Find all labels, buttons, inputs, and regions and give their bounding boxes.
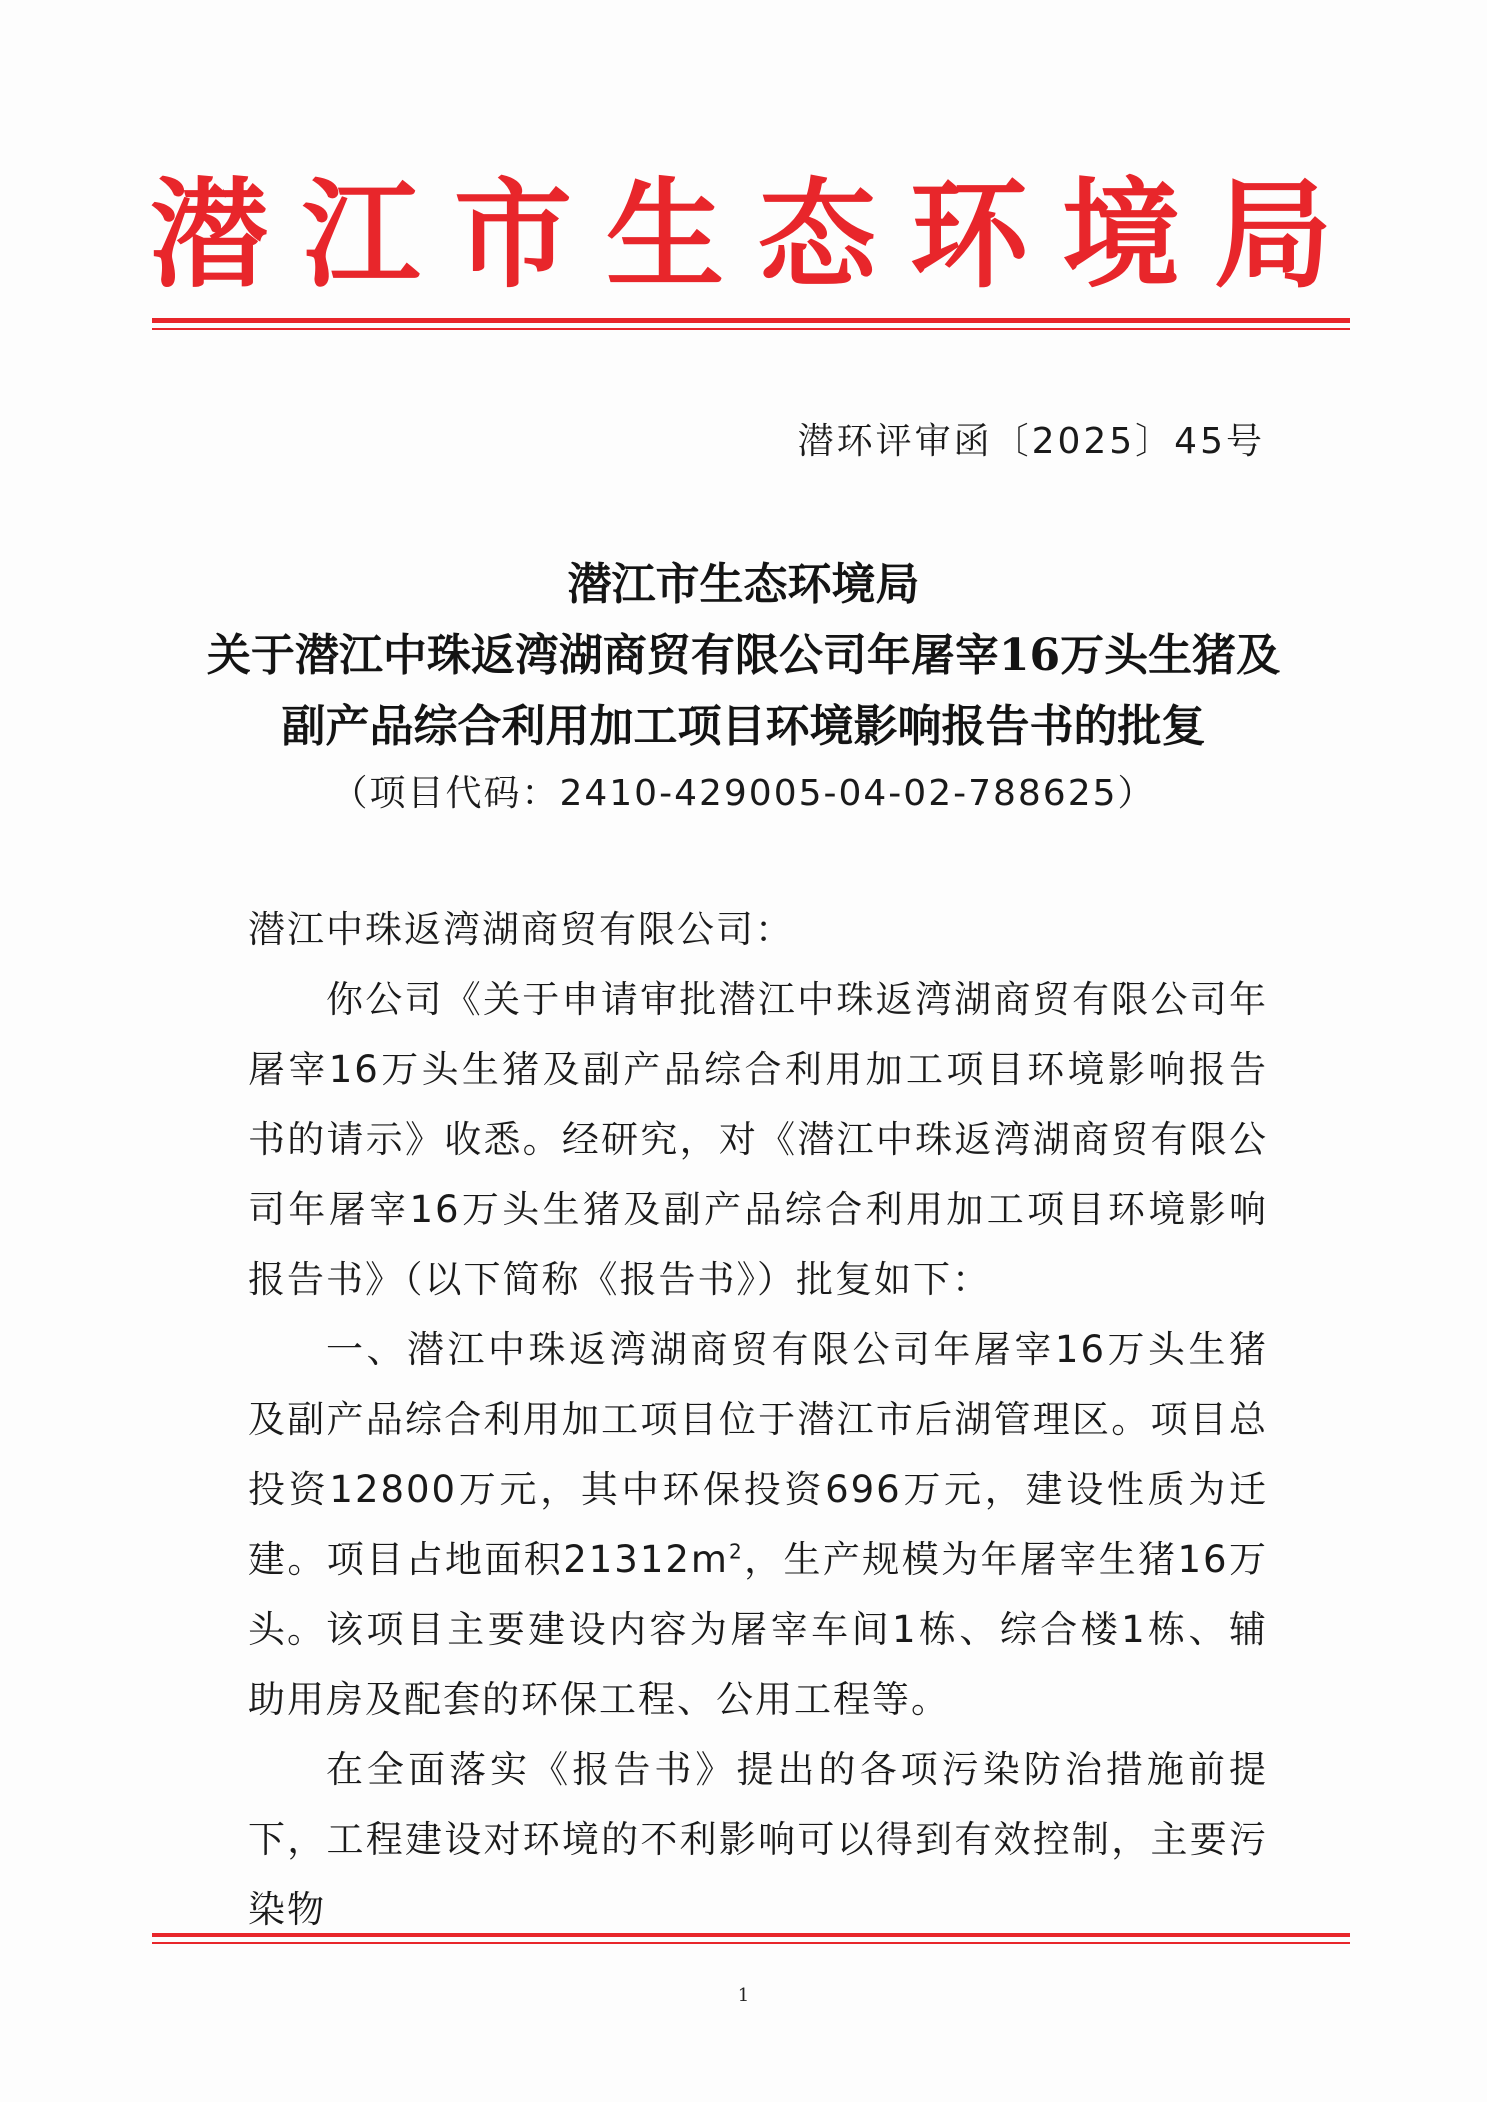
project-code: （项目代码：2410-429005-04-02-788625） xyxy=(331,773,1156,814)
letterhead-rule-thick xyxy=(152,318,1350,323)
paragraph-construction-content: 该项目主要建设内容为屠宰车间1栋、综合楼1栋、辅助用房及配套的环保工程、公用工程等。 xyxy=(248,1608,1268,1721)
page-number: 1 xyxy=(737,1985,750,2006)
title-line-2: 关于潜江中珠返湾湖商贸有限公司年屠宰16万头生猪及 xyxy=(206,630,1281,681)
title-line-3: 副产品综合利用加工项目环境影响报告书的批复 xyxy=(281,701,1206,752)
title-line-1: 潜江市生态环境局 xyxy=(567,559,920,610)
area-unit-superscript: 2 xyxy=(728,1539,744,1564)
paragraph-project-overview-text: 一、潜江中珠返湾湖商贸有限公司年屠宰16万头生猪及副产品综合利用加工项目位于潜江市后湖管理区。项目总投资12800万元，其中环保投资696万元，建设性质为迁建。项目占地面积21312m xyxy=(248,1328,1268,1581)
footer-rule-thin xyxy=(152,1942,1350,1944)
letterhead-title: 潜江市生态环境局 xyxy=(150,165,1367,304)
paragraph-project-overview-tail: ，生产规模为年屠宰生猪16万头。 xyxy=(248,1538,1268,1651)
footer-rule-thick xyxy=(152,1933,1350,1937)
salutation: 潜江中珠返湾湖商贸有限公司： xyxy=(248,908,794,951)
document-number: 潜环评审函〔2025〕45号 xyxy=(797,421,1265,462)
paragraph-pollution-control: 在全面落实《报告书》提出的各项污染防治措施前提下，工程建设对环境的不利影响可以得到有效控制，主要污染物 xyxy=(248,1748,1268,1931)
paragraph-request-received: 你公司《关于申请审批潜江中珠返湾湖商贸有限公司年屠宰16万头生猪及副产品综合利用加工项目环境影响报告书的请示》收悉。经研究，对《潜江中珠返湾湖商贸有限公司年屠宰16万头生猪及副产品综合利用加工项目环境影响报告书》（以下简称《报告书》）批复如下： xyxy=(248,978,1268,1301)
letterhead-rule-thin xyxy=(152,328,1350,330)
